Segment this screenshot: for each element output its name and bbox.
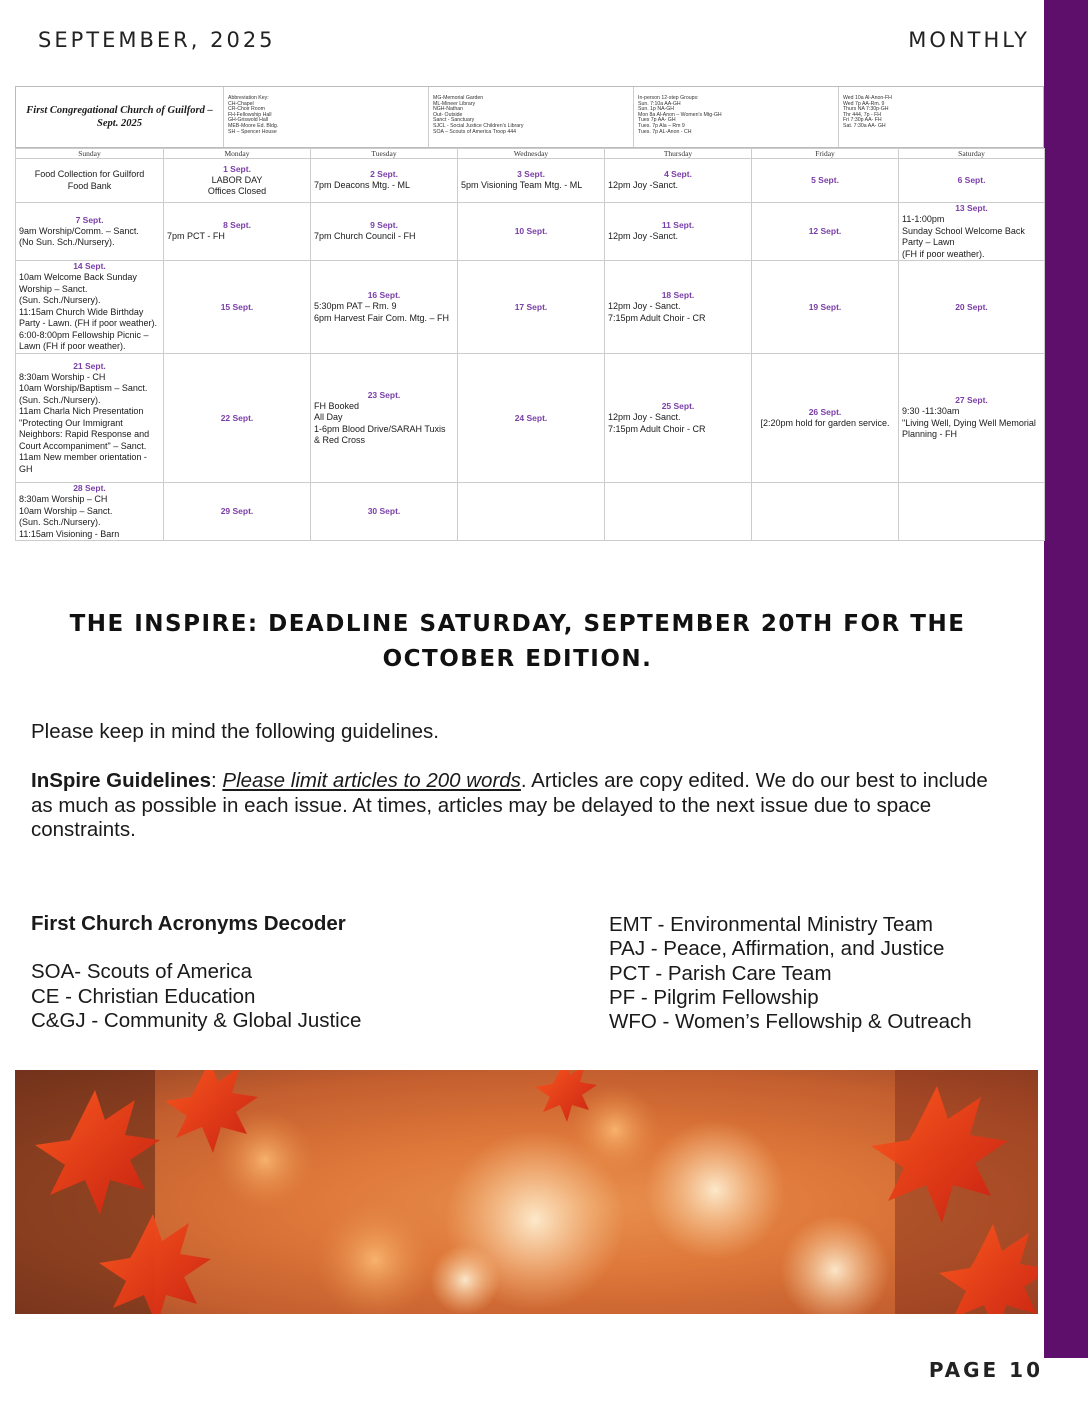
calendar-header bbox=[15, 86, 1044, 148]
calendar-date: 2 Sept. bbox=[370, 169, 398, 180]
acronym-item: SOA- Scouts of America bbox=[31, 960, 253, 984]
calendar-event-text: 7pm PCT - FH bbox=[167, 231, 225, 242]
calendar-event-text: 7pm Deacons Mtg. - ML bbox=[314, 180, 411, 191]
weekday-header: Wednesday bbox=[458, 149, 605, 159]
calendar-event-text: 5pm Visioning Team Mtg. - ML bbox=[461, 180, 583, 191]
calendar-week-row bbox=[16, 261, 1045, 354]
calendar-day-cell bbox=[899, 203, 1045, 261]
calendar-date: 29 Sept. bbox=[220, 506, 254, 516]
guidelines-intro: Please keep in mind the following guidelines. bbox=[31, 720, 439, 743]
calendar-date: 25 Sept. bbox=[661, 401, 695, 411]
calendar-date: 15 Sept. bbox=[220, 301, 254, 312]
weekday-header: Friday bbox=[752, 149, 899, 159]
calendar-date: 24 Sept. bbox=[514, 412, 548, 423]
calendar-event-text: 10am Welcome Back Sunday Worship – Sanct. (Sun. Sch./Nursery). 11:15am Church Wide Birthday Party - Lawn. (FH if poor weather). 6:00-8:00pm Fellowship Picnic – Lawn (FH if poor weather). bbox=[19, 272, 158, 352]
calendar-day-cell bbox=[899, 354, 1045, 483]
calendar-day-cell bbox=[605, 261, 752, 354]
calendar-event-text: 8:30am Worship - CH 10am Worship/Baptism – Sanct. (Sun. Sch./Nursery). 11am Charla Nich Presentation "Protecting Our Immigrant Neighbors: Rapid Response and Court Accompaniment" – Sanct. 11am New member orientation - GH bbox=[19, 371, 150, 474]
calendar-date: 27 Sept. bbox=[955, 395, 988, 406]
abbreviation-key: Abbreviation Key: CH-Chapel CR-Choir Room FH-Fellowship Hall GH-Griswold Hall MEB-Moore Ed. Bldg. SH – Spencer House bbox=[224, 87, 429, 147]
calendar-event-text: 5:30pm PAT – Rm. 9 6pm Harvest Fair Com. Mtg. – FH bbox=[314, 301, 450, 323]
calendar-day-cell bbox=[164, 159, 311, 203]
calendar-date: 1 Sept. bbox=[223, 163, 251, 174]
calendar-grid bbox=[15, 148, 1045, 541]
calendar-date: 20 Sept. bbox=[955, 301, 988, 312]
calendar-week-row bbox=[16, 159, 1045, 203]
calendar-day-cell bbox=[752, 159, 899, 203]
calendar-date: 19 Sept. bbox=[808, 301, 842, 312]
calendar-day-cell bbox=[311, 483, 458, 541]
calendar-week-row bbox=[16, 203, 1045, 261]
calendar-event-text: FH Booked All Day 1-6pm Blood Drive/SARAH Tuxis & Red Cross bbox=[314, 400, 446, 445]
calendar-day-cell bbox=[458, 261, 605, 354]
calendar-day-cell bbox=[16, 159, 164, 203]
calendar-event-text: Food Collection for Guilford Food Bank bbox=[34, 169, 145, 191]
calendar-day-cell bbox=[752, 483, 899, 541]
calendar-day-cell bbox=[164, 483, 311, 541]
calendar-date: 30 Sept. bbox=[367, 506, 401, 516]
word-limit-note: Please limit articles to 200 words bbox=[222, 769, 521, 792]
deadline-line-2: OCTOBER EDITION. bbox=[382, 646, 653, 672]
calendar-event-text: LABOR DAY Offices Closed bbox=[207, 174, 267, 196]
acronym-item: PCT - Parish Care Team bbox=[609, 961, 832, 985]
calendar-day-cell bbox=[458, 354, 605, 483]
calendar-date: 14 Sept. bbox=[73, 261, 106, 272]
weekday-header: Saturday bbox=[899, 149, 1045, 159]
calendar-day-cell bbox=[311, 354, 458, 483]
calendar-date: 13 Sept. bbox=[955, 203, 988, 213]
calendar-day-cell bbox=[164, 354, 311, 483]
weekday-header-row bbox=[16, 149, 1045, 159]
acronyms-left-column bbox=[31, 912, 361, 1033]
acronyms-heading: First Church Acronyms Decoder bbox=[31, 912, 346, 935]
calendar-event-text: 12pm Joy -Sanct. bbox=[608, 180, 679, 191]
calendar-date: 23 Sept. bbox=[367, 389, 401, 400]
calendar-event-text: 9am Worship/Comm. – Sanct. (No Sun. Sch./Nursery). bbox=[19, 225, 139, 247]
calendar-day-cell bbox=[458, 203, 605, 261]
calendar-day-cell bbox=[752, 203, 899, 261]
calendar-date: 16 Sept. bbox=[367, 290, 401, 300]
calendar-date: 11 Sept. bbox=[661, 220, 695, 231]
calendar-date: 22 Sept. bbox=[220, 412, 254, 423]
calendar-date: 17 Sept. bbox=[514, 301, 548, 312]
acronyms-right-column bbox=[609, 913, 972, 1034]
weekday-header: Monday bbox=[164, 149, 311, 159]
weekday-header: Sunday bbox=[16, 149, 164, 159]
calendar-date: 26 Sept. bbox=[808, 406, 842, 417]
calendar-title: First Congregational Church of Guilford – Sept. 2025 bbox=[16, 87, 224, 147]
weekday-header: Tuesday bbox=[311, 149, 458, 159]
calendar-week-row bbox=[16, 483, 1045, 541]
calendar-day-cell bbox=[458, 159, 605, 203]
acronym-item: C&GJ - Community & Global Justice bbox=[31, 1008, 362, 1032]
calendar-day-cell bbox=[164, 261, 311, 354]
calendar-day-cell bbox=[752, 261, 899, 354]
acronym-item: EMT - Environmental Ministry Team bbox=[609, 913, 933, 936]
acronym-item: CE - Christian Education bbox=[31, 984, 256, 1008]
calendar-date: 4 Sept. bbox=[664, 169, 692, 180]
calendar-date: 28 Sept. bbox=[73, 483, 106, 493]
calendar-date: 12 Sept. bbox=[808, 226, 842, 236]
calendar-week-row bbox=[16, 354, 1045, 483]
calendar-event-text: 9:30 -11:30am "Living Well, Dying Well Memorial Planning - FH bbox=[902, 406, 1036, 440]
calendar-event-text: 8:30am Worship – CH 10am Worship – Sanct. (Sun. Sch./Nursery). 11:15am Visioning - Barn bbox=[19, 494, 120, 539]
calendar-day-cell bbox=[16, 203, 164, 261]
guidelines-paragraph bbox=[31, 769, 1006, 843]
calendar-event-text: 12pm Joy - Sanct. 7:15pm Adult Choir - CR bbox=[608, 412, 706, 434]
calendar-event-text: [2:20pm hold for garden service. bbox=[760, 417, 890, 428]
page-number: PAGE 10 bbox=[928, 1358, 1043, 1382]
calendar-date: 8 Sept. bbox=[223, 220, 251, 231]
calendar-event-text: 11-1:00pm Sunday School Welcome Back Party – Lawn (FH if poor weather). bbox=[902, 214, 1025, 259]
acronym-item: WFO - Women’s Fellowship & Outreach bbox=[609, 1010, 972, 1034]
calendar-event-text: 7pm Church Council - FH bbox=[314, 231, 416, 242]
calendar-day-cell bbox=[311, 203, 458, 261]
calendar-date: 21 Sept. bbox=[73, 360, 106, 371]
twelve-step-groups: In-person 12-step Groups: Sun. 7:10a AA-GH Sun. 1p NA-GH Mon 8a Al-Anon – Women's Mtg-GH Tues 7p AA- GH Tues. 7p Ala – Rm 9 Tues. 7p AL-Anon - CH bbox=[634, 87, 839, 147]
calendar-event-text: 12pm Joy -Sanct. bbox=[608, 231, 679, 242]
calendar-date: 3 Sept. bbox=[517, 169, 545, 180]
side-accent-bar bbox=[1044, 0, 1088, 1358]
calendar-event-text: 12pm Joy - Sanct. 7:15pm Adult Choir - CR bbox=[608, 301, 706, 323]
publication-frequency: MONTHLY bbox=[908, 28, 1030, 52]
calendar-day-cell bbox=[16, 261, 164, 354]
calendar-day-cell bbox=[605, 483, 752, 541]
autumn-maple-leaves-photo bbox=[15, 1070, 1038, 1314]
guidelines-colon: : bbox=[211, 769, 223, 792]
acronym-item: PAJ - Peace, Affirmation, and Justice bbox=[609, 937, 945, 961]
maple-leaves-illustration bbox=[15, 1070, 1038, 1314]
guidelines-label: InSpire Guidelines bbox=[31, 769, 211, 792]
twelve-step-groups-cont: Wed 10a Al-Anon-FH Wed 7p AA-Rm. 9 Thurs NA 7:30p-GH Thr 444, 7p - FH Fri 7:30p AA- FH Sat. 7:30a AA- GH bbox=[843, 95, 892, 129]
calendar-date: 5 Sept. bbox=[811, 175, 839, 185]
calendar-day-cell bbox=[164, 203, 311, 261]
monthly-calendar bbox=[15, 86, 1044, 540]
calendar-day-cell bbox=[605, 203, 752, 261]
calendar-day-cell bbox=[605, 159, 752, 203]
calendar-date: 7 Sept. bbox=[75, 214, 104, 225]
calendar-day-cell bbox=[311, 261, 458, 354]
deadline-line-1: THE INSPIRE: DEADLINE SATURDAY, SEPTEMBER 20TH FOR THE bbox=[69, 611, 966, 637]
calendar-date: 9 Sept. bbox=[370, 220, 398, 231]
calendar-day-cell bbox=[16, 354, 164, 483]
weekday-header: Thursday bbox=[605, 149, 752, 159]
calendar-date: 6 Sept. bbox=[957, 175, 986, 185]
guidelines-rest: . Articles are copy edited. We do our best to include as much as possible in each issue. At times, articles may be delayed to the next issue due to space constraints. bbox=[31, 769, 988, 841]
location-key: MG-Memorial Garden ML-Mineer Library NGH-Nathan Out- Outside Sanct - Sanctuary SJCL - Social Justice Children's Library SOA – Scouts of America Troop 444 bbox=[429, 87, 634, 147]
calendar-day-cell bbox=[605, 354, 752, 483]
calendar-day-cell bbox=[458, 483, 605, 541]
calendar-day-cell bbox=[16, 483, 164, 541]
calendar-day-cell bbox=[899, 483, 1045, 541]
calendar-day-cell bbox=[311, 159, 458, 203]
issue-date: SEPTEMBER, 2025 bbox=[38, 28, 276, 52]
calendar-day-cell bbox=[899, 159, 1045, 203]
calendar-day-cell bbox=[899, 261, 1045, 354]
inspire-deadline-heading bbox=[60, 607, 975, 677]
calendar-date: 10 Sept. bbox=[514, 226, 548, 236]
acronym-item: PF - Pilgrim Fellowship bbox=[609, 985, 819, 1009]
calendar-date: 18 Sept. bbox=[661, 290, 695, 300]
calendar-day-cell bbox=[752, 354, 899, 483]
